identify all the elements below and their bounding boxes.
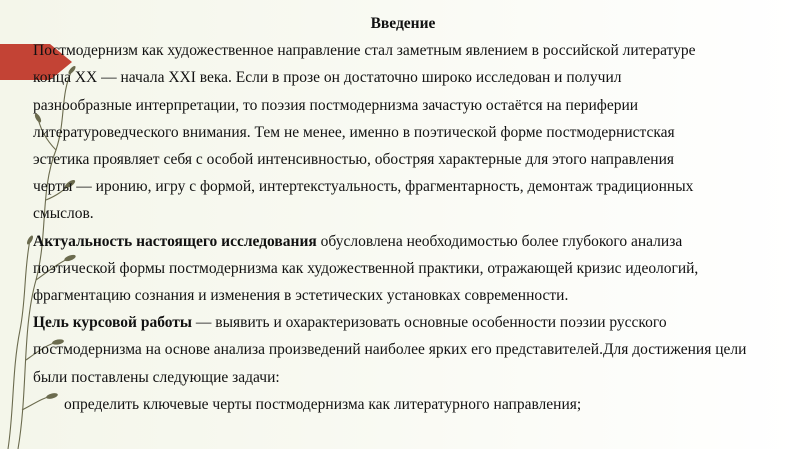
slide-title: Введение xyxy=(370,15,436,32)
relevance-paragraph xyxy=(33,228,800,310)
paragraph-line xyxy=(33,309,800,336)
paragraph-line: были поставлены следующие задачи: xyxy=(33,368,280,386)
task-list xyxy=(33,391,800,418)
paragraph-line: постмодернизма на основе анализа произведений наиболее ярких его представителей.Для достижения цели xyxy=(33,341,747,359)
intro-paragraph xyxy=(33,37,800,227)
paragraph-line: литературоведческого внимания. Тем не менее, именно в поэтической форме постмодернистская xyxy=(33,123,675,141)
paragraph-line: фрагментацию сознания и изменения в эстетических установках современности. xyxy=(33,287,569,305)
goal-paragraph xyxy=(33,309,800,391)
paragraph-line xyxy=(33,228,800,255)
slide-body xyxy=(33,10,800,418)
paragraph-line: разнообразные интерпретации, то поэзия постмодернизма зачастую остаётся на периферии xyxy=(33,96,639,114)
relevance-heading: Актуальность настоящего исследования xyxy=(33,232,317,250)
paragraph-text: обусловлена необходимостью более глубокого анализа xyxy=(316,232,683,250)
paragraph-line: эстетика проявляет себя с особой интенсивностью, обостряя характерные для этого направления xyxy=(33,151,675,169)
goal-heading: Цель курсовой работы xyxy=(33,314,193,332)
task-list-item: определить ключевые черты постмодернизма как литературного направления; xyxy=(64,395,582,413)
paragraph-line: смыслов. xyxy=(33,205,94,223)
paragraph-line: конца XX — начала XXI века. Если в прозе он достаточно широко исследован и получил xyxy=(33,69,622,87)
paragraph-line: поэтической формы постмодернизма как художественной практики, отражающей кризис идеологий, xyxy=(33,259,699,277)
paragraph-line: черты — иронию, игру с формой, интертекстуальность, фрагментарность, демонтаж традиционных xyxy=(33,178,694,196)
paragraph-text: — выявить и охарактеризовать основные особенности поэзии русского xyxy=(192,314,667,332)
paragraph-line: Постмодернизм как художественное направление стал заметным явлением в российской литературе xyxy=(33,42,696,60)
